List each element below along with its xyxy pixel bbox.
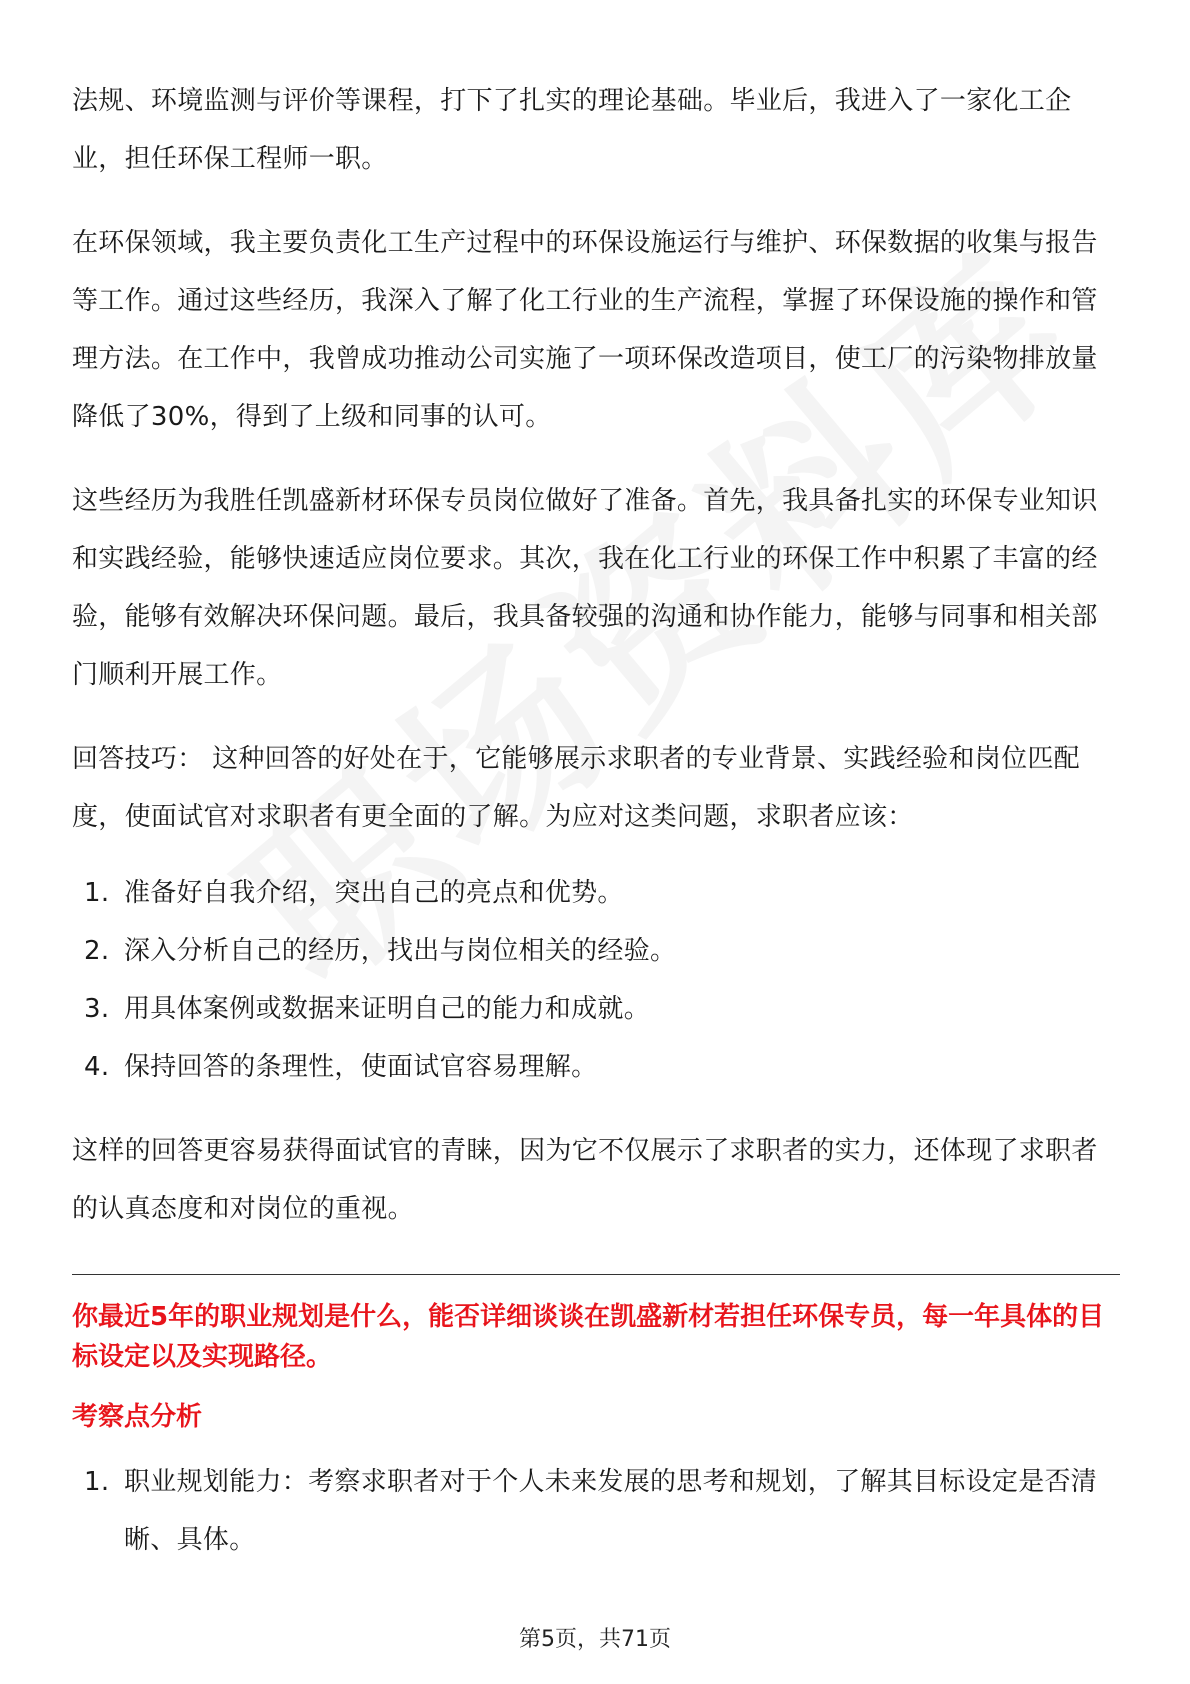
section-divider: [72, 1274, 1120, 1275]
paragraph-experience: 在环保领域，我主要负责化工生产过程中的环保设施运行与维护、环保数据的收集与报告等工作。通过这些经历，我深入了解了化工行业的生产流程，掌握了环保设施的操作和管理方法。在工作中，我曾成功推动公司实施了一项环保改造项目，使工厂的污染物排放量降低了30%，得到了上级和同事的认可。: [72, 228, 1098, 432]
paragraph-education: 法规、环境监测与评价等课程，打下了扎实的理论基础。毕业后，我进入了一家化工企业，担任环保工程师一职。: [72, 86, 1072, 174]
page-content: [72, 72, 1120, 1595]
interview-question: 你最近5年的职业规划是什么，能否详细谈谈在凯盛新材若担任环保专员，每一年具体的目标设定以及实现路径。: [72, 1302, 1105, 1372]
analysis-heading: 考察点分析: [72, 1402, 203, 1432]
paragraph-qualification: 这些经历为我胜任凯盛新材环保专员岗位做好了准备。首先，我具备扎实的环保专业知识和实践经验，能够快速适应岗位要求。其次，我在化工行业的环保工作中积累了丰富的经验，能够有效解决环保问题。最后，我具备较强的沟通和协作能力，能够与同事和相关部门顺利开展工作。: [72, 486, 1098, 690]
analysis-list: [72, 1453, 1120, 1569]
list-item: 1. 职业规划能力：考察求职者对于个人未来发展的思考和规划，了解其目标设定是否清晰、具体。: [84, 1467, 1098, 1555]
list-item: 3. 用具体案例或数据来证明自己的能力和成就。: [84, 994, 651, 1024]
page-footer: 第5页，共71页: [519, 1627, 671, 1652]
paragraph-answer-tips: 回答技巧： 这种回答的好处在于，它能够展示求职者的专业背景、实践经验和岗位匹配度，使面试官对求职者有更全面的了解。为应对这类问题，求职者应该：: [72, 744, 1080, 832]
list-item: 2. 深入分析自己的经历，找出与岗位相关的经验。: [84, 936, 677, 966]
paragraph-closing: 这样的回答更容易获得面试官的青睐，因为它不仅展示了求职者的实力，还体现了求职者的认真态度和对岗位的重视。: [72, 1136, 1098, 1224]
list-item: 4. 保持回答的条理性，使面试官容易理解。: [84, 1052, 598, 1082]
tips-list: [72, 864, 1120, 1096]
list-item: 1. 准备好自我介绍，突出自己的亮点和优势。: [84, 878, 624, 908]
